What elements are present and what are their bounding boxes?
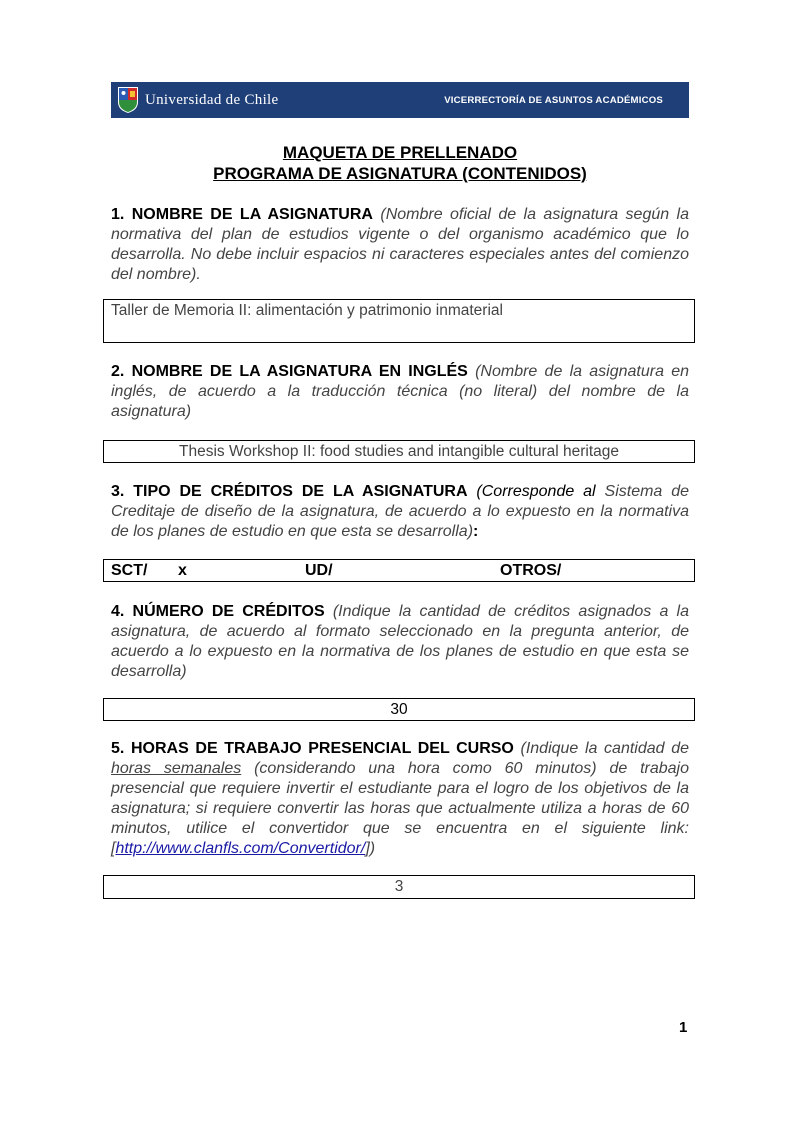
course-name-field[interactable]: Taller de Memoria II: alimentación y patrimonio inmaterial (103, 299, 695, 343)
credit-type-otros: OTROS/ (500, 562, 562, 579)
section-5-desc-b: (considerando una hora como 60 minutos) de trabajo presencial que requiere invertir el estudiante para el logro de los objetivos de la asignatura; si requiere convertir las horas que actualmente utiliza a horas de 60 minutos, utilice el convertidor que se encuentra en el siguiente link: [ (111, 760, 690, 857)
section-credit-count (111, 602, 689, 682)
section-5-desc-a: (Indique la cantidad de (520, 740, 689, 757)
credit-type-field[interactable] (103, 559, 695, 582)
section-1-description: (Nombre oficial de la asignatura según la normativa del plan de estudios vigente o del organismo académico que lo desarrolla. No debe incluir espacios ni caracteres especiales antes del comienzo del nombre). (111, 206, 690, 283)
section-5-desc-c: ]) (365, 840, 376, 857)
section-course-name-english (111, 362, 689, 422)
section-5-desc-underlined: horas semanales (111, 760, 242, 777)
header-banner (111, 82, 689, 118)
university-name: Universidad de Chile (145, 91, 279, 108)
credit-type-sct-mark: x (178, 562, 187, 579)
document-title-line1: MAQUETA DE PRELLENADO (282, 143, 518, 162)
section-3-desc-open: ( (476, 483, 482, 500)
section-3-desc-plain: Corresponde al (481, 483, 596, 500)
section-5-heading: 5. HORAS DE TRABAJO PRESENCIAL DEL CURSO (111, 740, 514, 757)
converter-link[interactable]: http://www.clanfls.com/Convertidor/ (115, 840, 366, 857)
section-3-trailing: : (473, 523, 479, 540)
contact-hours-field[interactable]: 3 (103, 875, 695, 899)
section-4-description: (Indique la cantidad de créditos asignados a la asignatura, de acuerdo al formato seleccionado en la pregunta anterior, de acuerdo a lo expuesto en la normativa de los planes de estudio en que esta se desarrolla) (111, 603, 689, 680)
converter-link-wrap (115, 840, 365, 857)
credit-type-sct: SCT/ (111, 562, 148, 579)
section-1-heading: 1. NOMBRE DE LA ASIGNATURA (111, 206, 373, 223)
section-credit-type (111, 482, 689, 542)
page-number: 1 (679, 1019, 688, 1036)
section-course-name (111, 205, 689, 285)
section-2-heading: 2. NOMBRE DE LA ASIGNATURA EN INGLÉS (111, 363, 468, 380)
credit-count-field[interactable]: 30 (103, 698, 695, 721)
section-3-description: Sistema de Creditaje de diseño de la asignatura, de acuerdo a lo expuesto en la normativa de los planes de estudio en que esta se desarrolla) (111, 483, 690, 540)
course-name-english-field[interactable]: Thesis Workshop II: food studies and intangible cultural heritage (103, 440, 695, 463)
office-name: VICERRECTORÍA DE ASUNTOS ACADÉMICOS (444, 94, 663, 106)
section-2-description: (Nombre de la asignatura en inglés, de acuerdo a la traducción técnica (no literal) del nombre de la asignatura) (111, 363, 689, 420)
section-contact-hours (111, 739, 689, 859)
university-crest-icon (117, 86, 139, 114)
section-4-heading: 4. NÚMERO DE CRÉDITOS (111, 603, 325, 620)
section-3-heading: 3. TIPO DE CRÉDITOS DE LA ASIGNATURA (111, 483, 468, 500)
university-logo (111, 82, 278, 118)
credit-type-ud: UD/ (305, 562, 333, 579)
document-title-line2: PROGRAMA DE ASIGNATURA (CONTENIDOS) (213, 164, 587, 183)
section-5-underlined-wrap (111, 760, 241, 777)
